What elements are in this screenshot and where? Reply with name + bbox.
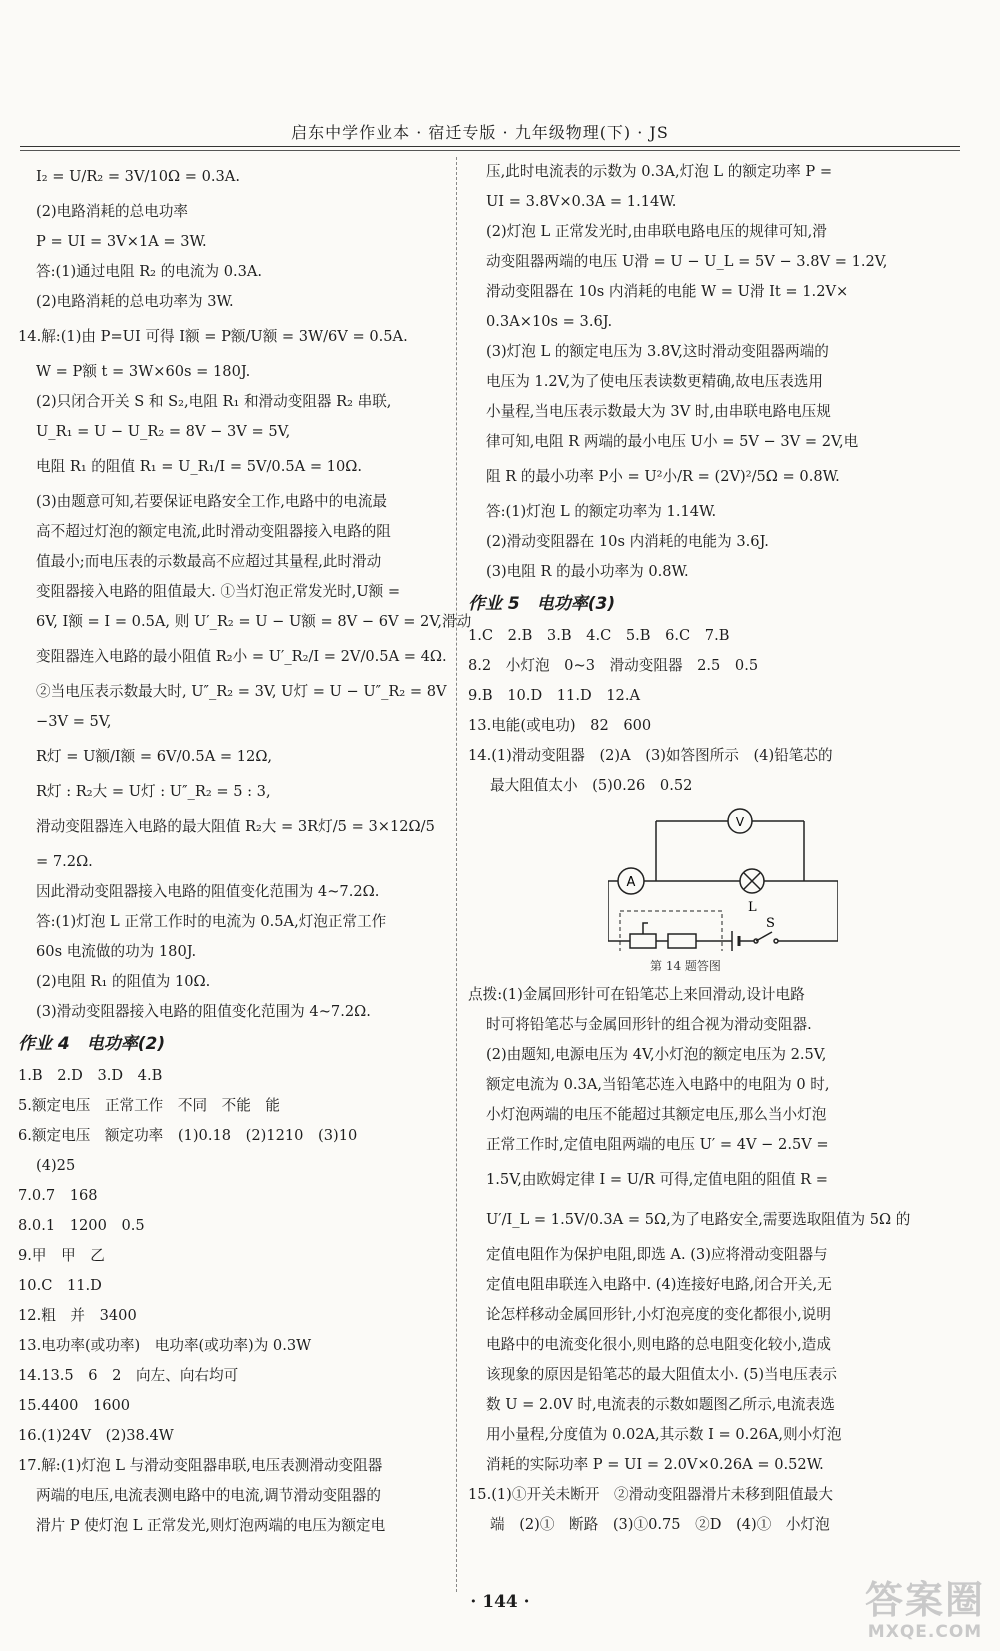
fixed-resistor [668, 934, 696, 948]
answer-line: 1.C 2.B 3.B 4.C 5.B 6.C 7.B [468, 627, 730, 644]
answer-line: (2)滑动变阻器在 10s 内消耗的电能为 3.6J. [486, 533, 769, 550]
question-line: 14.解:(1)由 P=UI 可得 I额 = P额/U额 = 3W/6V = 0.5A. [18, 328, 408, 345]
text-line: (3)由题意可知,若要保证电路安全工作,电路中的电流最 [36, 493, 388, 510]
text-line: 律可知,电阻 R 两端的最小电压 U小 = 5V − 3V = 2V,电 [486, 433, 859, 450]
answer-line: 8.2 小灯泡 0~3 滑动变阻器 2.5 0.5 [468, 657, 759, 674]
answer-line: 16.(1)24V (2)38.4W [18, 1427, 174, 1444]
text-line: U_R₁ = U − U_R₂ = 8V − 3V = 5V, [36, 423, 291, 440]
answer-line: 14.(1)滑动变阻器 (2)A (3)如答图所示 (4)铅笔芯的 [468, 747, 833, 764]
text-line: 值最小;而电压表的示数最高不应超过其量程,此时滑动 [36, 553, 382, 570]
text-line: ②当电压表示数最大时, U″_R₂ = 3V, U灯 = U − U″_R₂ = 8V [36, 683, 447, 700]
right-column [468, 157, 968, 1540]
text-line: 阻 R 的最小功率 P小 = U²小/R = (2V)²/5Ω = 0.8W. [486, 468, 840, 485]
text-line: 滑动变阻器在 10s 内消耗的电能 W = U滑 It = 1.2V× [486, 283, 849, 300]
text-line: 时可将铅笔芯与金属回形针的组合视为滑动变阻器. [486, 1016, 812, 1033]
text-line: 压,此时电流表的示数为 0.3A,灯泡 L 的额定功率 P = [486, 163, 833, 180]
text-line: I₂ = U/R₂ = 3V/10Ω = 0.3A. [36, 168, 240, 185]
dashed-box [620, 911, 722, 951]
text-line: 因此滑动变阻器接入电路的阻值变化范围为 4~7.2Ω. [36, 883, 380, 900]
text-line: 小灯泡两端的电压不能超过其额定电压,那么当小灯泡 [486, 1106, 827, 1123]
answer-line: 答:(1)灯泡 L 正常工作时的电流为 0.5A,灯泡正常工作 [36, 913, 387, 930]
switch-blade [756, 932, 772, 941]
circuit-svg [608, 801, 838, 951]
column-divider [456, 157, 457, 1592]
text-line: 变阻器连入电路的最小阻值 R₂小 = U′_R₂/I = 2V/0.5A = 4Ω. [36, 648, 447, 665]
rheostat-slider [643, 923, 648, 934]
text-line: 电路中的电流变化很小,则电路的总电阻变化较小,造成 [486, 1336, 831, 1353]
text-line: (2)灯泡 L 正常发光时,由串联电路电压的规律可知,滑 [486, 223, 827, 240]
text-line: (2)由题知,电源电压为 4V,小灯泡的额定电压为 2.5V, [486, 1046, 827, 1063]
answer-line: 60s 电流做的功为 180J. [36, 943, 197, 960]
left-column [18, 157, 472, 1541]
text-line: 6V, I额 = I = 0.5A, 则 U′_R₂ = U − U额 = 8V − 6V = 2V,滑动 [36, 613, 472, 630]
header-rule-thin [20, 150, 960, 151]
switch-label: S [766, 916, 775, 931]
text-line: 该现象的原因是铅笔芯的最大阻值太小. (5)当电压表示 [486, 1366, 838, 1383]
switch-contact [774, 939, 778, 943]
answer-line: 最大阻值太小 (5)0.26 0.52 [490, 777, 693, 794]
text-line: R灯 = U额/I额 = 6V/0.5A = 12Ω, [36, 748, 273, 765]
text-line: = 7.2Ω. [36, 853, 93, 870]
answer-line: 答:(1)通过电阻 R₂ 的电流为 0.3A. [36, 263, 263, 280]
question-line: 17.解:(1)灯泡 L 与滑动变阻器串联,电压表测滑动变阻器 [18, 1457, 383, 1474]
watermark-cn: 答案圈 [864, 1578, 985, 1622]
text-line: 额定电流为 0.3A,当铅笔芯连入电路中的电阻为 0 时, [486, 1076, 830, 1093]
text-line: 定值电阻串联连入电路中. (4)连接好电路,闭合开关,无 [486, 1276, 832, 1293]
text-line: 滑动变阻器连入电路的最大阻值 R₂大 = 3R灯/5 = 3×12Ω/5 [36, 818, 435, 835]
text-line: U′/I_L = 1.5V/0.3A = 5Ω,为了电路安全,需要选取阻值为 5Ω 的 [486, 1211, 911, 1228]
answer-line: (2)电路消耗的总电功率为 3W. [36, 293, 234, 310]
answer-line: 8.0.1 1200 0.5 [18, 1217, 145, 1234]
answer-line: 15.4400 1600 [18, 1397, 131, 1414]
answer-line: 9.甲 甲 乙 [18, 1247, 105, 1264]
text-line: 论怎样移动金属回形针,小灯泡亮度的变化都很小,说明 [486, 1306, 831, 1323]
text-line: (2)电路消耗的总电功率 [36, 203, 189, 220]
text-line: W = P额 t = 3W×60s = 180J. [36, 363, 251, 380]
answer-line: 5.额定电压 正常工作 不同 不能 能 [18, 1097, 281, 1114]
answer-line: 15.(1)①开关未断开 ②滑动变阻器滑片未移到阻值最大 [468, 1486, 833, 1503]
answer-line: (3)滑动变阻器接入电路的阻值变化范围为 4~7.2Ω. [36, 1003, 371, 1020]
text-line: (3)灯泡 L 的额定电压为 3.8V,这时滑动变阻器两端的 [486, 343, 829, 360]
answer-line: 12.粗 并 3400 [18, 1307, 137, 1324]
lamp-label: L [748, 900, 757, 915]
figure-caption: 第 14 题答图 [650, 959, 721, 973]
page-number: · 144 · [470, 1592, 530, 1612]
text-line: 两端的电压,电流表测电路中的电流,调节滑动变阻器的 [36, 1487, 381, 1504]
circuit-diagram [608, 801, 968, 956]
answer-line: 6.额定电压 额定功率 (1)0.18 (2)1210 (3)10 [18, 1127, 358, 1144]
answer-line: 13.电功率(或功率) 电功率(或功率)为 0.3W [18, 1337, 312, 1354]
text-line: 滑片 P 使灯泡 L 正常发光,则灯泡两端的电压为额定电 [36, 1517, 386, 1534]
answer-line: (2)电阻 R₁ 的阻值为 10Ω. [36, 973, 211, 990]
answer-line: 7.0.7 168 [18, 1187, 98, 1204]
section-title-homework-4: 作业 4 电功率(2) [18, 1034, 166, 1054]
section-title-homework-5: 作业 5 电功率(3) [468, 594, 616, 614]
ammeter-label: A [626, 875, 636, 890]
text-line: 1.5V,由欧姆定律 I = U/R 可得,定值电阻的阻值 R = [486, 1171, 829, 1188]
text-line: 电阻 R₁ 的阻值 R₁ = U_R₁/I = 5V/0.5A = 10Ω. [36, 458, 362, 475]
text-line: 变阻器接入电路的阻值最大. ①当灯泡正常发光时,U额 = [36, 583, 401, 600]
text-line: R灯 : R₂大 = U灯 : U″_R₂ = 5 : 3, [36, 783, 271, 800]
text-line: 电压为 1.2V,为了使电压表读数更精确,故电压表选用 [486, 373, 823, 390]
header-rule [20, 146, 960, 147]
text-line: 数 U = 2.0V 时,电流表的示数如题图乙所示,电流表选 [486, 1396, 835, 1413]
answer-line: 答:(1)灯泡 L 的额定功率为 1.14W. [486, 503, 717, 520]
answer-line: 1.B 2.D 3.D 4.B [18, 1067, 163, 1084]
voltmeter-label: V [735, 815, 745, 829]
answer-line: 端 (2)① 断路 (3)①0.75 ②D (4)① 小灯泡 [490, 1516, 830, 1533]
rheostat-body [630, 934, 656, 948]
text-line: 0.3A×10s = 3.6J. [486, 313, 613, 330]
watermark-en: MXQE.COM [867, 1622, 983, 1642]
answer-line: 9.B 10.D 11.D 12.A [468, 687, 640, 704]
text-line: −3V = 5V, [36, 713, 112, 730]
hint-line: 点拨:(1)金属回形针可在铅笔芯上来回滑动,设计电路 [468, 986, 805, 1003]
text-line: 正常工作时,定值电阻两端的电压 U′ = 4V − 2.5V = [486, 1136, 829, 1153]
text-line: P = UI = 3V×1A = 3W. [36, 233, 207, 250]
text-line: 小量程,当电压表示数最大为 3V 时,由串联电路电压规 [486, 403, 831, 420]
text-line: 消耗的实际功率 P = UI = 2.0V×0.26A = 0.52W. [486, 1456, 824, 1473]
text-line: 高不超过灯泡的额定电流,此时滑动变阻器接入电路的阻 [36, 523, 391, 540]
answer-line: (3)电阻 R 的最小功率为 0.8W. [486, 563, 689, 580]
text-line: 用小量程,分度值为 0.02A,其示数 I = 0.26A,则小灯泡 [486, 1426, 842, 1443]
answer-line: 13.电能(或电功) 82 600 [468, 717, 652, 734]
text-line: 动变阻器两端的电压 U滑 = U − U_L = 5V − 3.8V = 1.2V, [486, 253, 888, 270]
text-line: (2)只闭合开关 S 和 S₂,电阻 R₁ 和滑动变阻器 R₂ 串联, [36, 393, 392, 410]
text-line: UI = 3.8V×0.3A = 1.14W. [486, 193, 677, 210]
answer-line: (4)25 [36, 1157, 76, 1174]
answer-line: 10.C 11.D [18, 1277, 102, 1294]
answer-line: 14.13.5 6 2 向左、向右均可 [18, 1367, 239, 1384]
page-header-title: 启东中学作业本 · 宿迁专版 · 九年级物理(下) · JS [291, 123, 669, 142]
watermark-logo [855, 1578, 995, 1642]
text-line: 定值电阻作为保护电阻,即选 A. (3)应将滑动变阻器与 [486, 1246, 828, 1263]
